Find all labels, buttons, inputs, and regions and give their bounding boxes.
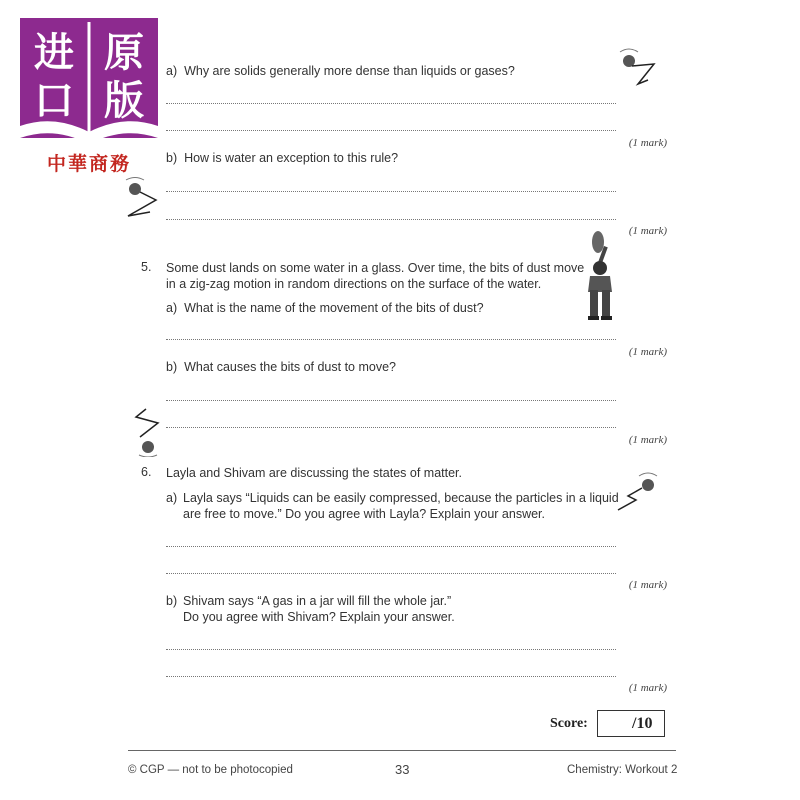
score-total: /10 bbox=[632, 715, 653, 732]
question-6a-label: a) bbox=[166, 491, 178, 505]
question-5a-text: What is the name of the movement of the bits of dust? bbox=[184, 301, 484, 315]
particle-zigzag-icon bbox=[132, 405, 172, 457]
page-number: 33 bbox=[395, 762, 410, 777]
logo-line1-left: 进 bbox=[34, 30, 74, 76]
question-5-stem-line2: in a zig-zag motion in random directions on the surface of the water. bbox=[166, 277, 542, 291]
logo-line2-right: 版 bbox=[104, 78, 144, 124]
question-6b-text bbox=[183, 593, 455, 625]
question-5-stem bbox=[166, 260, 584, 292]
answer-line[interactable] bbox=[166, 649, 616, 650]
answer-line[interactable] bbox=[166, 676, 616, 677]
question-5b bbox=[166, 359, 396, 375]
question-4b-text: How is water an exception to this rule? bbox=[184, 151, 399, 165]
person-holding-object-icon bbox=[580, 228, 624, 322]
particle-zigzag-icon bbox=[120, 176, 170, 222]
answer-line[interactable] bbox=[166, 191, 616, 192]
question-5-stem-line1: Some dust lands on some water in a glass. Over time, the bits of dust move bbox=[166, 261, 585, 275]
question-5b-text: What causes the bits of dust to move? bbox=[184, 360, 396, 374]
mark-allocation: (1 mark) bbox=[628, 346, 667, 358]
answer-line[interactable] bbox=[166, 130, 616, 131]
footer-copyright: © CGP — not to be photocopied bbox=[128, 764, 293, 776]
question-6b-line1: Shivam says “A gas in a jar will fill the whole jar.” bbox=[183, 594, 452, 608]
publisher-logo bbox=[14, 14, 164, 175]
mark-allocation: (1 mark) bbox=[628, 434, 667, 446]
mark-allocation: (1 mark) bbox=[628, 225, 667, 237]
question-4a-label: a) bbox=[166, 64, 178, 78]
publisher-name: 中華商務 bbox=[46, 153, 131, 175]
question-4a bbox=[166, 63, 515, 79]
particle-zigzag-icon bbox=[614, 470, 666, 516]
logo-line1-right: 原 bbox=[104, 30, 144, 76]
question-6-stem: Layla and Shivam are discussing the states of matter. bbox=[166, 466, 462, 480]
footer-divider bbox=[128, 750, 676, 751]
answer-line[interactable] bbox=[166, 573, 616, 574]
answer-line[interactable] bbox=[166, 546, 616, 547]
particle-zigzag-icon bbox=[612, 44, 662, 90]
score-label: Score: bbox=[550, 716, 588, 731]
question-4b bbox=[166, 150, 398, 166]
question-5b-label: b) bbox=[166, 360, 178, 374]
logo-line2-left: 口 bbox=[34, 78, 74, 124]
mark-allocation: (1 mark) bbox=[628, 137, 667, 149]
footer-book-title: Chemistry: Workout 2 bbox=[567, 764, 678, 776]
answer-line[interactable] bbox=[166, 219, 616, 220]
question-6b-label: b) bbox=[166, 594, 178, 608]
question-4b-label: b) bbox=[166, 151, 178, 165]
question-6b-line2: Do you agree with Shivam? Explain your answer. bbox=[183, 610, 455, 624]
question-6a-line2: are free to move.” Do you agree with Layla? Explain your answer. bbox=[183, 507, 545, 521]
answer-line[interactable] bbox=[166, 400, 616, 401]
question-4a-text: Why are solids generally more dense than liquids or gases? bbox=[184, 64, 515, 78]
question-5a bbox=[166, 300, 484, 316]
mark-allocation: (1 mark) bbox=[628, 579, 667, 591]
question-6a-text bbox=[183, 490, 619, 522]
question-5-number: 5. bbox=[141, 260, 152, 274]
question-6a-line1: Layla says “Liquids can be easily compressed, because the particles in a liquid bbox=[183, 491, 619, 505]
mark-allocation: (1 mark) bbox=[628, 682, 667, 694]
answer-line[interactable] bbox=[166, 427, 616, 428]
answer-line[interactable] bbox=[166, 103, 616, 104]
score-box[interactable] bbox=[597, 710, 665, 737]
answer-line[interactable] bbox=[166, 339, 616, 340]
question-6-number: 6. bbox=[141, 465, 152, 479]
question-5a-label: a) bbox=[166, 301, 178, 315]
book-logo-icon bbox=[14, 14, 164, 164]
